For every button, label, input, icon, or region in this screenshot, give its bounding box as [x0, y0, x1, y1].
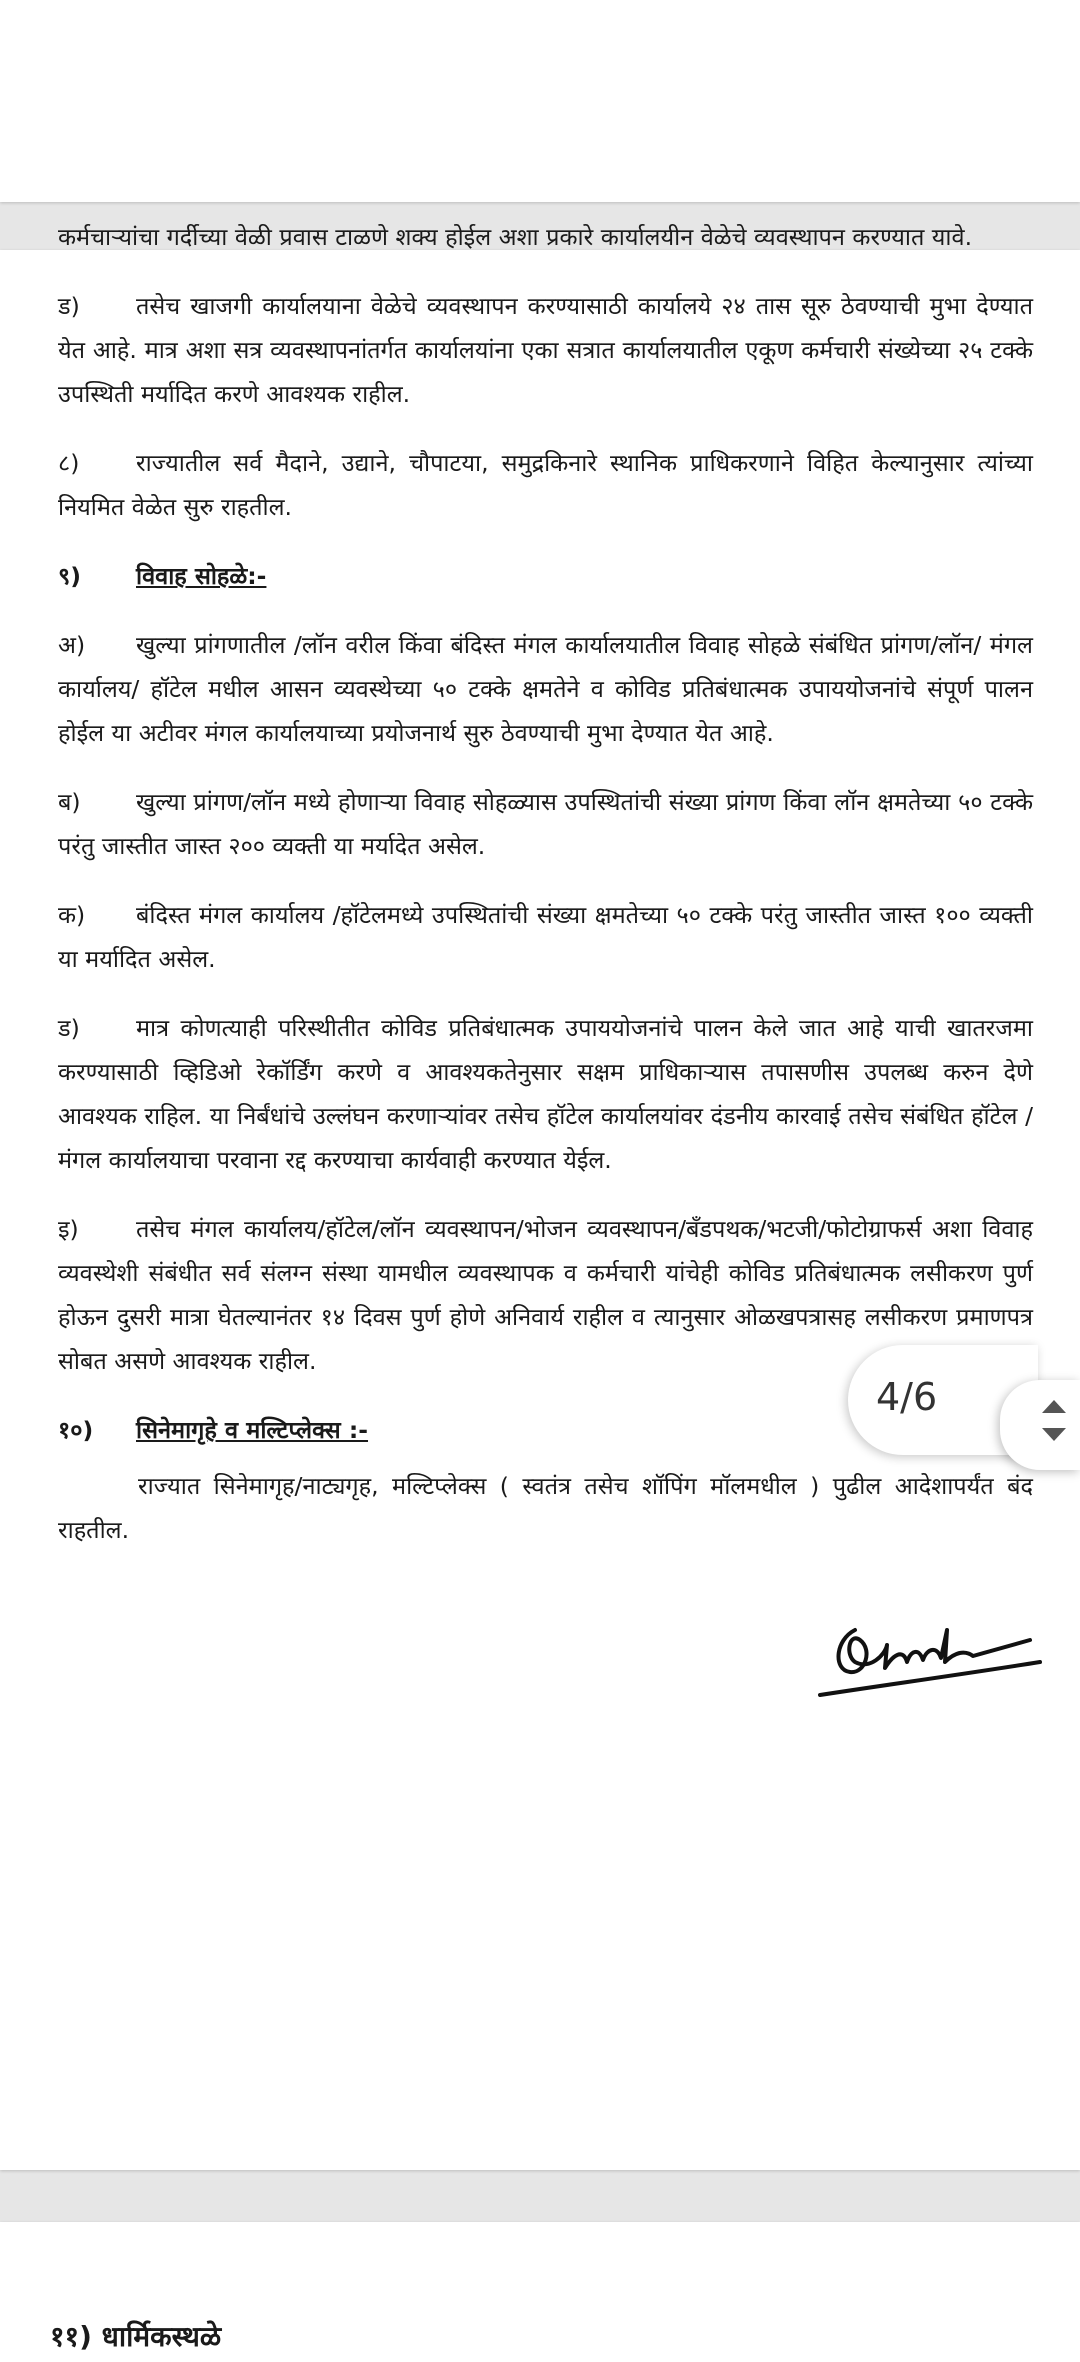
heading-label: १०): [58, 1416, 94, 1444]
item-text: मात्र कोणत्याही परिस्थीतीत कोविड प्रतिबंधात्मक उपाययोजनांचे पालन केले जात आहे याची खातरजमा करण्यासाठी व्हिडिओ रेकॉर्डिंग करणे व आवश्यकतेनुसार सक्षम प्राधिकाऱ्यास तपासणीस उपलब्ध करुन देणे आवश्यक राहिल. या निर्बंधांचे उल्लंघन करणाऱ्यांवर तसेच हॉटेल कार्यालयांवर दंडनीय कारवाई तसेच संबंधित हॉटेल / मंगल कार्यालयाचा परवाना रद्द करण्याचा कार्यवाही करण्यात येईल.: [58, 1014, 1033, 1174]
page-scroll-control[interactable]: [1000, 1380, 1080, 1470]
heading-text: सिनेमागृहे व मल्टिप्लेक्स :-: [136, 1416, 369, 1444]
item-label: इ): [58, 1215, 79, 1243]
paragraph-wedding-venues: [58, 623, 1033, 755]
page-counter: 4/6: [876, 1375, 938, 1419]
item-label: ड): [58, 1014, 80, 1042]
heading-label: ९): [58, 562, 81, 590]
item-text: खुल्या प्रांगणातील /लॉन वरील किंवा बंदिस्त मंगल कार्यालयातील विवाह सोहळे संबंधित प्रांगण/लॉन/ मंगल कार्यालय/ हॉटेल मधील आसन व्यवस्थेच्या ५० टक्के क्षमतेने व कोविड प्रतिबंधात्मक उपाययोजनांचे संपूर्ण पालन होईल या अटीवर मंगल कार्यालयाच्या प्रयोजनार्थ सुरु ठेवण्याची मुभा देण्यात येत आहे.: [58, 631, 1033, 747]
previous-page: [0, 0, 1080, 202]
item-text: बंदिस्त मंगल कार्यालय /हॉटेलमध्ये उपस्थितांची संख्या क्षमतेच्या ५० टक्के परंतु जास्तीत जास्त १०० व्यक्ती या मर्यादित असेल.: [58, 901, 1033, 973]
item-label: ८): [58, 449, 80, 477]
next-page-heading: ११) धार्मिकस्थळे: [50, 2320, 222, 2353]
paragraph-private-offices: [58, 284, 1033, 416]
paragraph-cinemas-closed: राज्यात सिनेमागृह/नाट्यगृह, मल्टिप्लेक्स ( स्वतंत्र तसेच शॉपिंग मॉलमधील ) पुढील आदेशापर्यंत बंद राहतील.: [58, 1472, 1033, 1544]
paragraph-office-timing: कर्मचाऱ्यांचा गर्दीच्या वेळी प्रवास टाळणे शक्य होईल अशा प्रकारे कार्यालयीन वेळेचे व्यवस्थापन करण्यात यावे.: [58, 223, 973, 251]
paragraph-closed-hall-limit: [58, 893, 1033, 981]
next-page: [0, 2222, 1080, 2362]
paragraph-open-lawn-limit: [58, 780, 1033, 868]
heading-text: विवाह सोहळे:-: [136, 562, 267, 590]
heading-weddings: [58, 554, 1033, 598]
paragraph-grounds-parks: [58, 441, 1033, 529]
paragraph-video-recording: [58, 1006, 1033, 1182]
item-text: खुल्या प्रांगण/लॉन मध्ये होणाऱ्या विवाह सोहळ्यास उपस्थितांची संख्या प्रांगण किंवा लॉन क्षमतेच्या ५० टक्के परंतु जास्तीत जास्त २०० व्यक्ती या मर्यादेत असेल.: [58, 788, 1033, 860]
item-text: राज्यातील सर्व मैदाने, उद्याने, चौपाटया, समुद्रकिनारे स्थानिक प्राधिकरणाने विहित केल्यानुसार त्यांच्या नियमित वेळेत सुरु राहतील.: [58, 449, 1033, 521]
item-label: क): [58, 901, 86, 929]
chevron-down-icon[interactable]: [1042, 1428, 1066, 1441]
item-text: तसेच मंगल कार्यालय/हॉटेल/लॉन व्यवस्थापन/भोजन व्यवस्थापन/बँडपथक/भटजी/फोटोग्राफर्स अशा विवाह व्यवस्थेशी संबंधीत सर्व संलग्न संस्था यामधील व्यवस्थापक व कर्मचारी यांचेही कोविड प्रतिबंधात्मक लसीकरण पुर्ण होऊन दुसरी मात्रा घेतल्यानंतर १४ दिवस पुर्ण होणे अनिवार्य राहील व त्यानुसार ओळखपत्रासह लसीकरण प्रमाणपत्र सोबत असणे आवश्यक राहील.: [58, 1215, 1033, 1375]
chevron-up-icon[interactable]: [1042, 1400, 1066, 1413]
signature: [815, 1600, 1055, 1710]
item-label: ड): [58, 292, 80, 320]
item-label: ब): [58, 788, 81, 816]
item-label: अ): [58, 631, 86, 659]
item-text: तसेच खाजगी कार्यालयाना वेळेचे व्यवस्थापन करण्यासाठी कार्यालये २४ तास सूरु ठेवण्याची मुभा देण्यात येत आहे. मात्र अशा सत्र व्यवस्थापनांतर्गत कार्यालयांना एका सत्रात कार्यालयातील एकूण कर्मचारी संख्येच्या २५ टक्के उपस्थिती मर्यादित करणे आवश्यक राहील.: [58, 292, 1033, 408]
